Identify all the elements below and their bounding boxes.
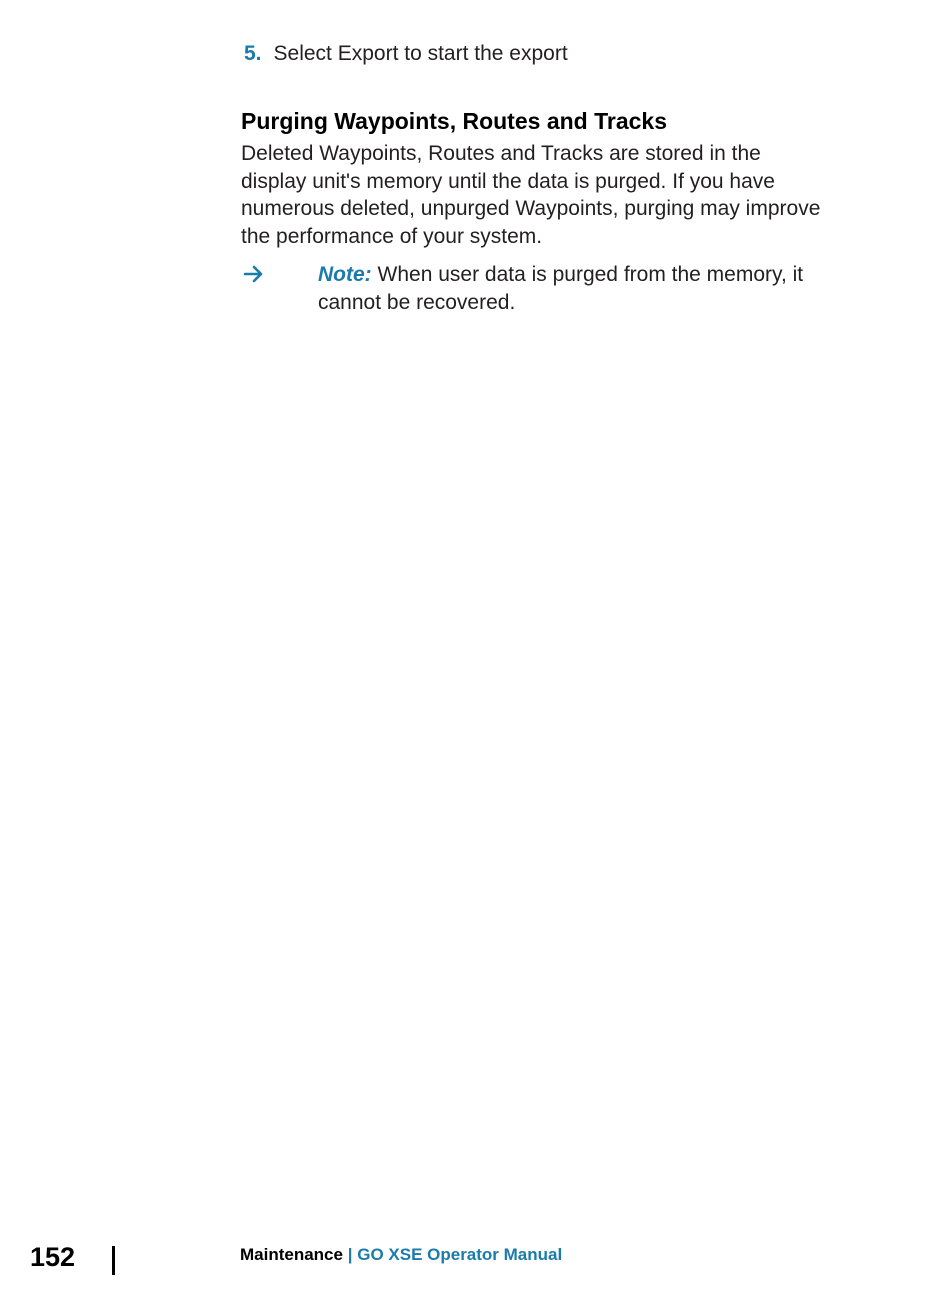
note-block — [318, 261, 818, 316]
arrow-right-icon — [242, 262, 266, 286]
footer-manual-title: GO XSE Operator Manual — [357, 1245, 563, 1264]
note-text: When user data is purged from the memory, it cannot be recovered. — [318, 263, 804, 314]
footer-section-name: Maintenance — [240, 1245, 343, 1264]
note-label: Note: — [318, 263, 372, 286]
section-paragraph: Deleted Waypoints, Routes and Tracks are stored in the display unit's memory until the data is purged. If you have numerous deleted, unpurged Waypoints, purging may improve the performance of your system. — [241, 142, 821, 248]
step-text: Select Export to start the export — [273, 42, 568, 65]
footer-divider — [112, 1246, 115, 1275]
step-item — [244, 40, 568, 68]
footer-separator: | — [347, 1245, 353, 1264]
footer-running-title — [240, 1245, 562, 1265]
page-number: 152 — [30, 1242, 76, 1272]
step-number: 5. — [244, 42, 262, 65]
section-heading: Purging Waypoints, Routes and Tracks — [241, 108, 667, 134]
